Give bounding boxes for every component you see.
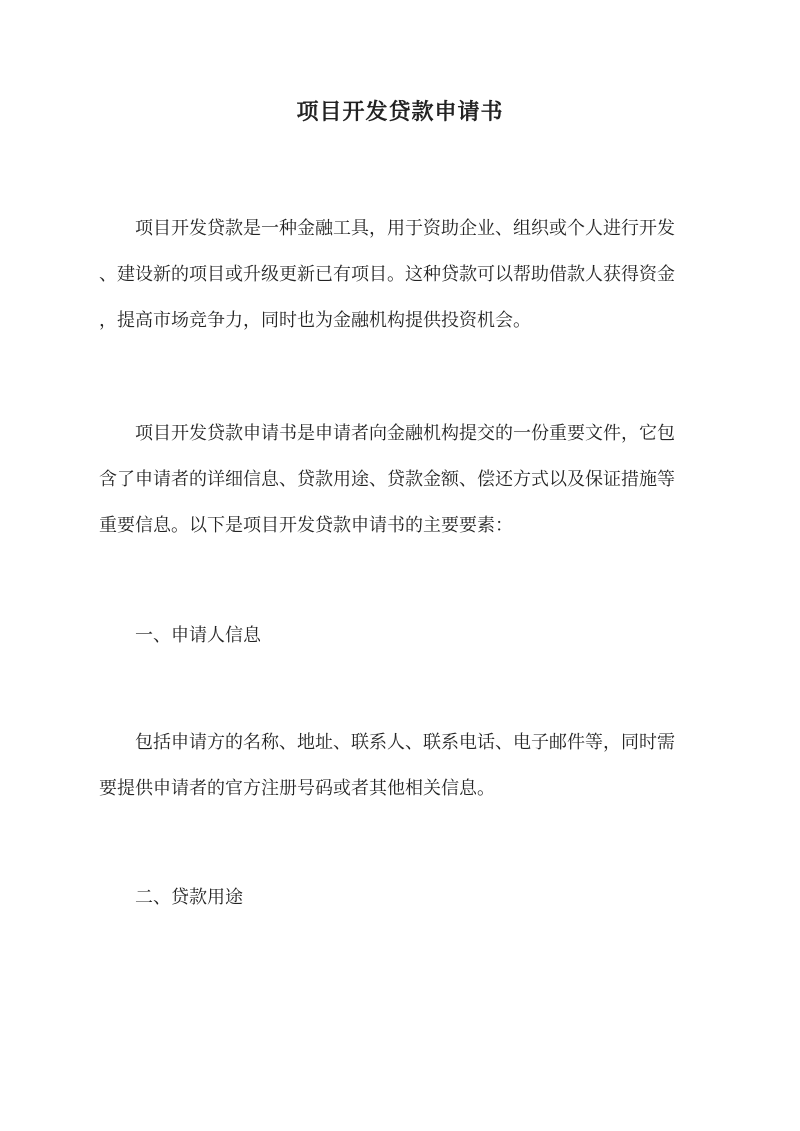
paragraph-line: 重要信息。以下是项目开发贷款申请书的主要要素： — [99, 515, 513, 536]
section-heading-applicant-info: 一、申请人信息 — [135, 625, 261, 646]
paragraph-line: 包括申请方的名称、地址、联系人、联系电话、电子邮件等，同时需 — [135, 732, 675, 753]
purpose-paragraph — [99, 411, 701, 549]
paragraph-line: 项目开发贷款是一种金融工具，用于资助企业、组织或个人进行开发 — [135, 218, 675, 239]
paragraph-line: ，提高市场竞争力，同时也为金融机构提供投资机会。 — [99, 310, 531, 331]
paragraph-line: 要提供申请者的官方注册号码或者其他相关信息。 — [99, 778, 495, 799]
section-heading-loan-purpose: 二、贷款用途 — [135, 887, 243, 908]
paragraph-line: 项目开发贷款申请书是申请者向金融机构提交的一份重要文件，它包 — [135, 423, 675, 444]
intro-paragraph — [99, 206, 701, 344]
paragraph-line: 、建设新的项目或升级更新已有项目。这种贷款可以帮助借款人获得资金 — [99, 264, 675, 285]
paragraph-line: 含了申请者的详细信息、贷款用途、贷款金额、偿还方式以及保证措施等 — [99, 469, 675, 490]
document-title: 项目开发贷款申请书 — [296, 99, 504, 125]
applicant-info-paragraph — [99, 720, 701, 812]
